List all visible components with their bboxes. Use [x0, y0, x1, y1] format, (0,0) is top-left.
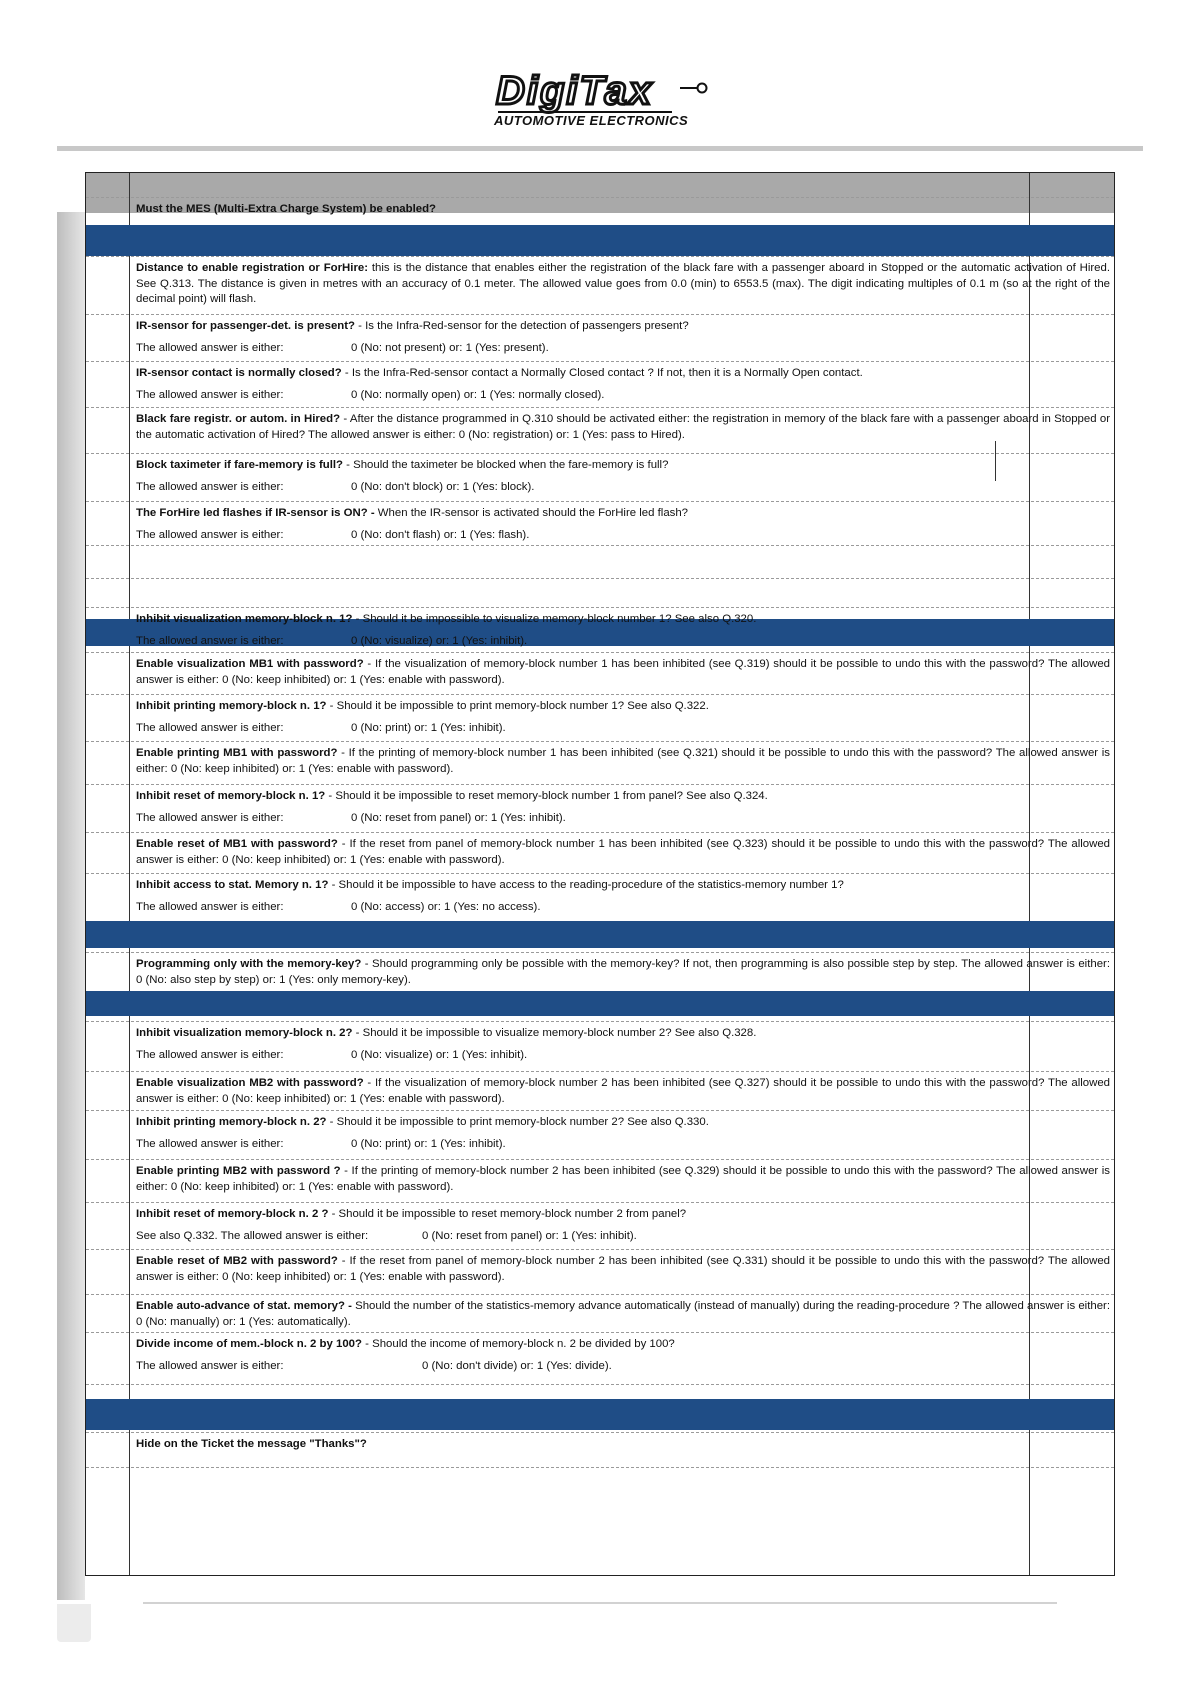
question-text	[136, 957, 1110, 988]
row-separator	[86, 1332, 1114, 1333]
question-text	[136, 506, 1110, 522]
question-text	[136, 837, 1110, 868]
page-sidebar-shade	[57, 212, 85, 1600]
question-title: Distance to enable registration or ForHire:	[136, 262, 369, 274]
allowed-answer-label: The allowed answer is either:	[136, 901, 284, 913]
allowed-answer-values: 0 (No: don't flash) or: 1 (Yes: flash).	[351, 529, 530, 541]
allowed-answer-values: 0 (No: visualize) or: 1 (Yes: inhibit).	[351, 635, 528, 647]
allowed-answer-label: The allowed answer is either:	[136, 389, 284, 401]
question-title: Inhibit reset of memory-block n. 2 ?	[136, 1208, 329, 1220]
allowed-answer-label: See also Q.332. The allowed answer is either:	[136, 1230, 369, 1242]
allowed-answer-values: 0 (No: normally open) or: 1 (Yes: normally closed).	[351, 389, 605, 401]
question-text	[136, 1026, 1110, 1042]
row-separator	[86, 1294, 1114, 1295]
question-text	[136, 412, 1110, 443]
allowed-answer	[136, 811, 566, 826]
question-description: - Is the Infra-Red-sensor contact a Normally Closed contact ? If not, then it is a Normally Open contact.	[341, 367, 863, 379]
question-text	[136, 657, 1110, 688]
question-description: - If the visualization of memory-block number 2 has been inhibited (see Q.327) should it be possible to undo this with the password? The allowed answer is either: 0 (No: keep inhibited) or: 1 (Yes: enable with password).	[136, 1077, 1110, 1105]
row-separator	[86, 256, 1114, 257]
row-separator	[86, 1110, 1114, 1111]
question-text	[136, 612, 1110, 628]
section-band	[86, 225, 1114, 256]
row-separator	[86, 873, 1114, 874]
question-text	[136, 261, 1110, 308]
row-separator	[86, 1249, 1114, 1250]
row-separator	[86, 1021, 1114, 1022]
question-title: Inhibit visualization memory-block n. 2?	[136, 1027, 353, 1039]
allowed-answer	[136, 1137, 506, 1152]
question-description: - Should it be impossible to reset memory-block number 2 from panel?	[328, 1208, 687, 1220]
row-separator	[86, 1384, 1114, 1385]
question-text	[136, 319, 1110, 335]
row-separator	[86, 1071, 1114, 1072]
question-text	[136, 1115, 1110, 1131]
footer-divider	[143, 1602, 1057, 1604]
question-description: - After the distance programmed in Q.310 should be activated either: the registration in memory of the black fare with a passenger aboard in Stopped or the automatic activation of Hired? The allowed answer is either: 0 (No: registration) or: 1 (Yes: pass to Hired).	[136, 413, 1110, 441]
col-divider-number	[129, 173, 130, 1575]
question-description: - Should it be impossible to print memory-block number 1? See also Q.322.	[326, 700, 709, 712]
allowed-answer	[136, 900, 541, 915]
question-title: Enable printing MB1 with password?	[136, 747, 338, 759]
allowed-answer-label: The allowed answer is either:	[136, 1360, 284, 1372]
question-title: Must the MES (Multi-Extra Charge System) be enabled?	[136, 203, 436, 215]
allowed-answer	[136, 634, 528, 649]
row-separator	[86, 741, 1114, 742]
question-description: - If the reset from panel of memory-block number 1 has been inhibited (see Q.323) should it be possible to undo this with the password? The allowed answer is either: 0 (No: keep inhibited) or: 1 (Yes: enable with password).	[136, 838, 1110, 866]
digitax-logo-graphic	[490, 66, 714, 130]
question-text	[136, 746, 1110, 777]
row-separator	[86, 652, 1114, 653]
allowed-answer	[136, 1359, 612, 1374]
allowed-answer-values: 0 (No: access) or: 1 (Yes: no access).	[351, 901, 541, 913]
logo-wordmark: DigiTax	[496, 69, 653, 113]
question-text	[136, 878, 1110, 894]
question-description: - If the printing of memory-block number 2 has been inhibited (see Q.329) should it be possible to undo this with the password? The allowed answer is either: 0 (No: keep inhibited) or: 1 (Yes: enable with password).	[136, 1165, 1111, 1193]
question-text	[136, 1254, 1110, 1285]
row-separator	[86, 832, 1114, 833]
row-separator	[86, 1467, 1114, 1468]
question-title: IR-sensor for passenger-det. is present?	[136, 320, 356, 332]
row-separator	[86, 361, 1114, 362]
question-title: Programming only with the memory-key?	[136, 958, 362, 970]
question-title: Enable auto-advance of stat. memory? -	[136, 1300, 352, 1312]
question-title: Block taximeter if fare-memory is full?	[136, 459, 343, 471]
question-text	[136, 1299, 1110, 1330]
allowed-answer-label: The allowed answer is either:	[136, 1138, 284, 1150]
question-description: - Should it be impossible to visualize memory-block number 2? See also Q.328.	[352, 1027, 757, 1039]
question-text	[136, 1164, 1110, 1195]
question-text	[136, 1076, 1110, 1107]
allowed-answer	[136, 528, 530, 543]
question-description: - Should it be impossible to visualize memory-block number 1? See also Q.320.	[352, 613, 757, 625]
question-title: Enable visualization MB1 with password?	[136, 658, 364, 670]
allowed-answer-values: 0 (No: not present) or: 1 (Yes: present).	[351, 342, 549, 354]
row-separator	[86, 694, 1114, 695]
question-description: - Should it be impossible to print memory-block number 2? See also Q.330.	[326, 1116, 709, 1128]
question-description: - If the visualization of memory-block number 1 has been inhibited (see Q.319) should it be possible to undo this with the password? The allowed answer is either: 0 (No: keep inhibited) or: 1 (Yes: enable with password).	[136, 658, 1110, 686]
question-description: - If the printing of memory-block number 1 has been inhibited (see Q.321) should it be possible to undo this with the password? The allowed answer is either: 0 (No: keep inhibited) or: 1 (Yes: enable with password).	[136, 747, 1111, 775]
allowed-answer-values: 0 (No: print) or: 1 (Yes: inhibit).	[351, 722, 506, 734]
question-description: - Should the income of memory-block n. 2 be divided by 100?	[361, 1338, 675, 1350]
row-separator	[86, 314, 1114, 315]
section-band	[86, 921, 1114, 948]
allowed-answer-label: The allowed answer is either:	[136, 812, 284, 824]
allowed-answer	[136, 341, 549, 356]
question-description: - Should it be impossible to reset memory-block number 1 from panel? See also Q.324.	[325, 790, 768, 802]
allowed-answer-label: The allowed answer is either:	[136, 481, 284, 493]
page-sidebar-foot	[57, 1604, 91, 1642]
question-text	[136, 458, 1110, 474]
allowed-answer	[136, 480, 535, 495]
question-text	[136, 1437, 1110, 1453]
question-title: Enable printing MB2 with password ?	[136, 1165, 341, 1177]
allowed-answer-values: 0 (No: reset from panel) or: 1 (Yes: inhibit).	[351, 812, 566, 824]
section-band	[86, 1399, 1114, 1430]
logo-tagline: AUTOMOTIVE ELECTRONICS	[494, 113, 689, 128]
row-separator	[86, 1159, 1114, 1160]
allowed-answer	[136, 388, 605, 403]
allowed-answer-label: The allowed answer is either:	[136, 529, 284, 541]
question-description: this is the distance that enables either the registration of the black fare with a passenger aboard in Stopped or the automatic activation of Hired. See Q.313. The distance is given in metres with an accuracy of 0.1 meter. The allowed value goes from 0.0 (min) to 6553.5 (max). The digit indicating multiples of 0.1 m (so at the right of the decimal point) will flash.	[136, 262, 1110, 305]
question-text	[136, 366, 1110, 382]
row-separator	[86, 1202, 1114, 1203]
question-title: Enable reset of MB2 with password?	[136, 1255, 338, 1267]
allowed-answer	[136, 1229, 637, 1244]
row-separator	[86, 578, 1114, 579]
question-title: Inhibit visualization memory-block n. 1?	[136, 613, 353, 625]
allowed-answer	[136, 1048, 528, 1063]
header-divider	[57, 146, 1143, 151]
question-title: Inhibit reset of memory-block n. 1?	[136, 790, 326, 802]
row-separator	[86, 407, 1114, 408]
allowed-answer-label: The allowed answer is either:	[136, 635, 284, 647]
question-title: Inhibit access to stat. Memory n. 1?	[136, 879, 329, 891]
question-description: - If the reset from panel of memory-block number 2 has been inhibited (see Q.331) should it be possible to undo this with the password? The allowed answer is either: 0 (No: keep inhibited) or: 1 (Yes: enable with password).	[136, 1255, 1110, 1283]
row-separator	[86, 197, 1114, 198]
question-text	[136, 1207, 1110, 1223]
question-description: Should the number of the statistics-memory advance automatically (instead of manually) during the reading-procedure ? The allowed answer is either: 0 (No: manually) or: 1 (Yes: automatically).	[136, 1300, 1110, 1328]
question-title: Black fare registr. or autom. in Hired?	[136, 413, 341, 425]
question-title: Divide income of mem.-block n. 2 by 100?	[136, 1338, 362, 1350]
question-title: The ForHire led flashes if IR-sensor is ON? -	[136, 507, 375, 519]
allowed-answer-label: The allowed answer is either:	[136, 342, 284, 354]
question-description: - Should programming only be possible with the memory-key? If not, then programming is also possible step by step. The allowed answer is either: 0 (No: also step by step) or: 1 (Yes: only memory-key).	[136, 958, 1110, 986]
allowed-answer-label: The allowed answer is either:	[136, 1049, 284, 1061]
question-text	[136, 699, 1110, 715]
row-separator	[86, 1432, 1114, 1433]
question-text	[136, 202, 1110, 218]
allowed-answer	[136, 721, 506, 736]
row-separator	[86, 784, 1114, 785]
question-title: Inhibit printing memory-block n. 2?	[136, 1116, 327, 1128]
question-description: - Should the taximeter be blocked when the fare-memory is full?	[343, 459, 669, 471]
settings-table	[85, 172, 1115, 1576]
row-separator	[86, 501, 1114, 502]
question-title: Inhibit printing memory-block n. 1?	[136, 700, 327, 712]
question-title: Hide on the Ticket the message "Thanks"?	[136, 1438, 367, 1450]
question-title: IR-sensor contact is normally closed?	[136, 367, 342, 379]
question-description: - Is the Infra-Red-sensor for the detection of passengers present?	[355, 320, 689, 332]
allowed-answer-values: 0 (No: don't block) or: 1 (Yes: block).	[351, 481, 535, 493]
row-separator	[86, 607, 1114, 608]
digitax-logo	[490, 66, 714, 130]
question-description: When the IR-sensor is activated should the ForHire led flash?	[374, 507, 689, 519]
col-divider-value	[1029, 173, 1030, 1575]
allowed-answer-values: 0 (No: print) or: 1 (Yes: inhibit).	[351, 1138, 506, 1150]
question-text	[136, 1337, 1110, 1353]
question-description: - Should it be impossible to have access to the reading-procedure of the statistics-memory number 1?	[328, 879, 844, 891]
question-title: Enable visualization MB2 with password?	[136, 1077, 364, 1089]
row-separator	[86, 453, 1114, 454]
question-title: Enable reset of MB1 with password?	[136, 838, 338, 850]
allowed-answer-values: 0 (No: visualize) or: 1 (Yes: inhibit).	[351, 1049, 528, 1061]
allowed-answer-label: The allowed answer is either:	[136, 722, 284, 734]
row-separator	[86, 952, 1114, 953]
allowed-answer-values: 0 (No: don't divide) or: 1 (Yes: divide).	[422, 1360, 612, 1372]
section-band	[86, 991, 1114, 1016]
allowed-answer-values: 0 (No: reset from panel) or: 1 (Yes: inhibit).	[422, 1230, 637, 1242]
question-text	[136, 789, 1110, 805]
row-separator	[86, 545, 1114, 546]
